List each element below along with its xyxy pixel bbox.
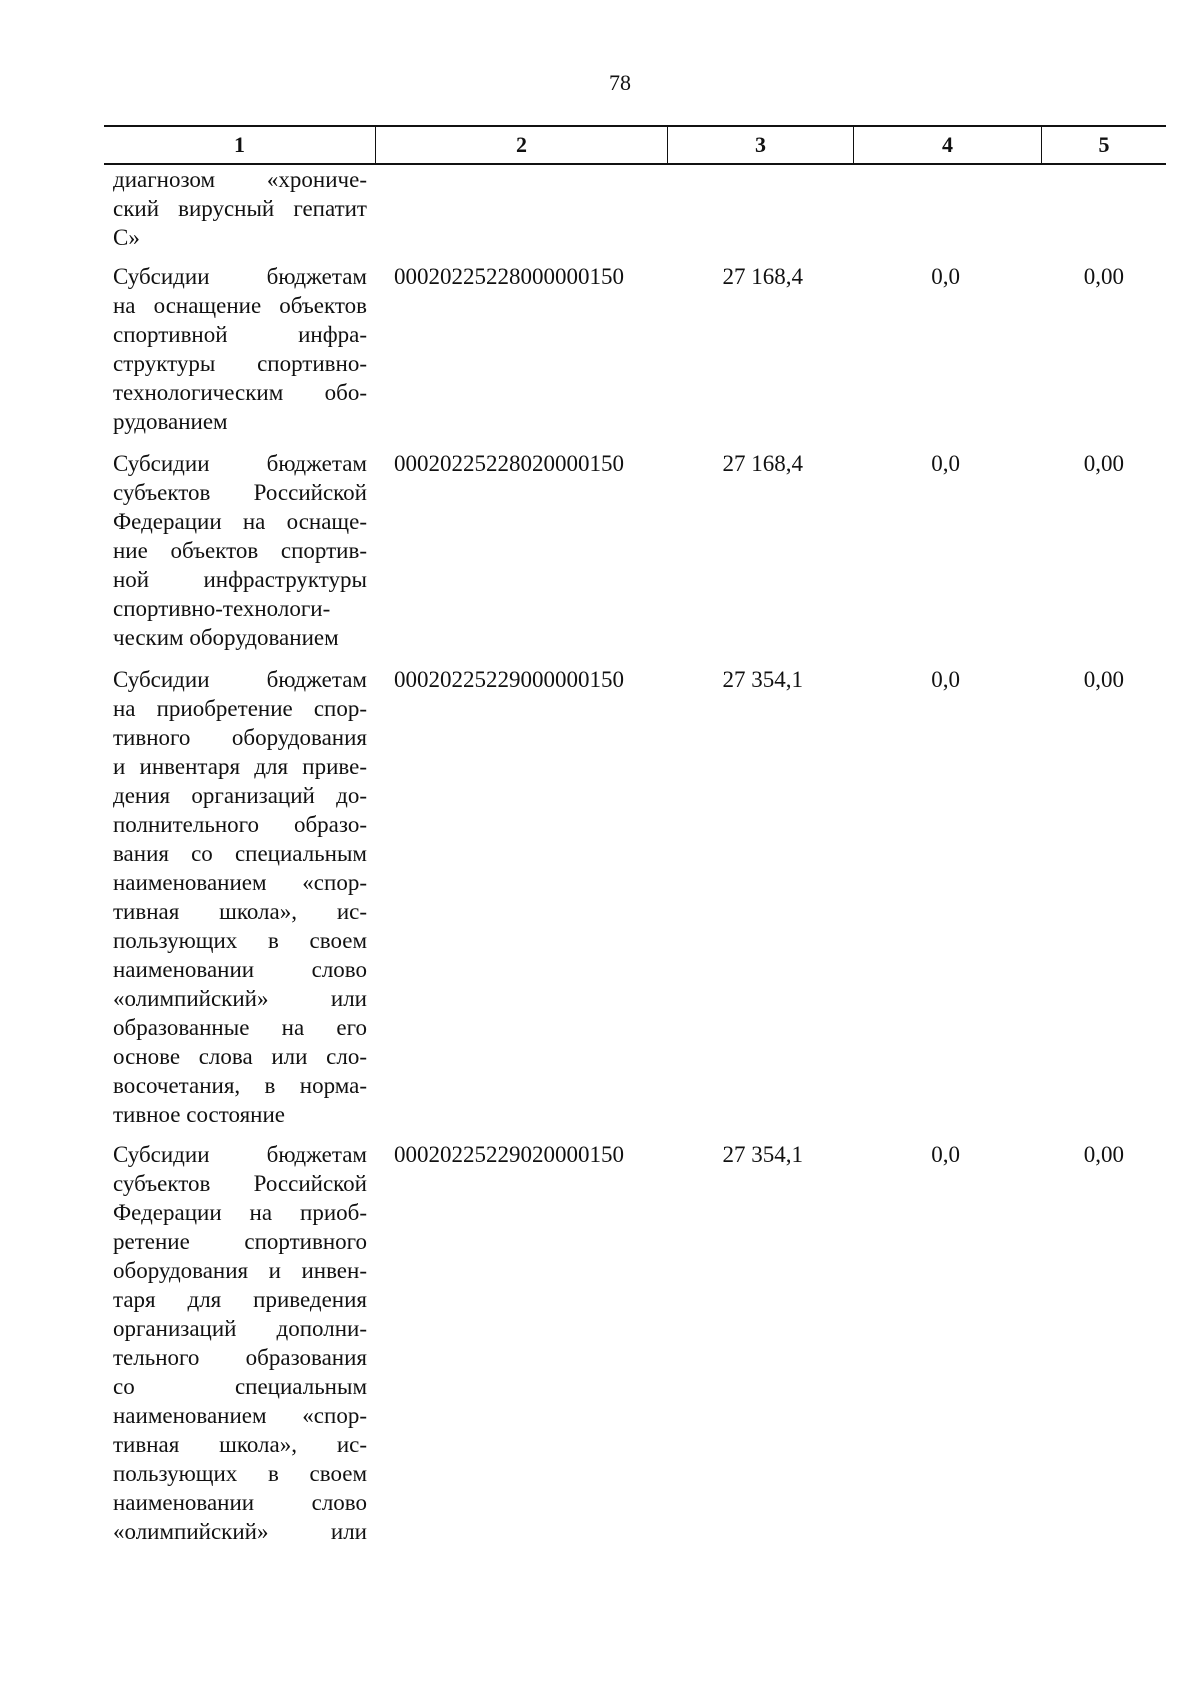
column-header-5: 5 [1098, 132, 1110, 157]
row-col5-value: 0,00 [1083, 1142, 1124, 1167]
name-line: оборудования и инвен- [113, 1258, 367, 1283]
row-name-cell [113, 262, 367, 436]
name-line: тивного оборудования [113, 725, 367, 750]
row-col4-value: 0,0 [931, 667, 960, 692]
name-line: тивное состояние [113, 1102, 285, 1127]
name-line: наименованием «спор- [113, 1403, 367, 1428]
row-col5-value: 0,00 [1083, 451, 1124, 476]
name-line: на приобретение спор- [113, 696, 367, 721]
name-line: Федерации на оснаще- [113, 509, 367, 534]
row-col5-value: 0,00 [1083, 264, 1124, 289]
name-line: рудованием [113, 409, 228, 434]
row-code-cell: 00020225228000000150 [394, 264, 624, 289]
name-line: ной инфраструктуры [113, 567, 367, 592]
name-line: вания со специальным [113, 841, 367, 866]
name-line: пользующих в своем [113, 928, 367, 953]
name-line: ретение спортивного [113, 1229, 367, 1254]
name-line: таря для приведения [113, 1287, 367, 1312]
name-line: наименовании слово [113, 1490, 367, 1515]
name-line: ский вирусный гепатит [113, 196, 367, 221]
page-number: 78 [609, 70, 631, 95]
name-line: «олимпийский» или [113, 986, 367, 1011]
column-header-3: 3 [668, 127, 854, 163]
column-header-2: 2 [376, 127, 668, 163]
name-line: субъектов Российской [113, 1171, 367, 1196]
table-header [104, 125, 1166, 165]
row-col5-value: 0,00 [1083, 667, 1124, 692]
name-line: наименовании слово [113, 957, 367, 982]
name-line: Субсидии бюджетам [113, 264, 367, 289]
name-line: восочетания, в норма- [113, 1073, 367, 1098]
row-name-cell [113, 449, 367, 652]
name-line: на оснащение объектов [113, 293, 367, 318]
name-line: Субсидии бюджетам [113, 451, 367, 476]
name-line: ческим оборудованием [113, 625, 339, 650]
name-line: пользующих в своем [113, 1461, 367, 1486]
name-line: полнительного образо- [113, 812, 367, 837]
name-line: ние объектов спортив- [113, 538, 367, 563]
row-col3-value: 27 354,1 [722, 667, 803, 692]
row-col3-value: 27 168,4 [722, 451, 803, 476]
name-line: технологическим обо- [113, 380, 367, 405]
row-name-cell [113, 165, 367, 252]
name-line: С» [113, 225, 140, 250]
name-line: диагнозом «хрониче- [113, 167, 367, 192]
name-line: спортивной инфра- [113, 322, 367, 347]
row-col4-value: 0,0 [931, 1142, 960, 1167]
name-line: тивная школа», ис- [113, 1432, 367, 1457]
name-line: спортивно-технологи- [113, 596, 331, 621]
name-line: Федерации на приоб- [113, 1200, 367, 1225]
name-line: субъектов Российской [113, 480, 367, 505]
row-code-cell: 00020225229000000150 [394, 667, 624, 692]
name-line: тивная школа», ис- [113, 899, 367, 924]
name-line: «олимпийский» или [113, 1519, 367, 1544]
name-line: структуры спортивно- [113, 351, 367, 376]
row-col3-value: 27 168,4 [722, 264, 803, 289]
row-name-cell [113, 1140, 367, 1546]
column-header-4: 4 [854, 127, 1042, 163]
name-line: и инвентаря для приве- [113, 754, 367, 779]
name-line: основе слова или сло- [113, 1044, 367, 1069]
name-line: со специальным [113, 1374, 367, 1399]
row-name-cell [113, 665, 367, 1129]
row-code-cell: 00020225228020000150 [394, 451, 624, 476]
column-header-1: 1 [104, 127, 376, 163]
name-line: организаций дополни- [113, 1316, 367, 1341]
row-col4-value: 0,0 [931, 264, 960, 289]
name-line: наименованием «спор- [113, 870, 367, 895]
name-line: Субсидии бюджетам [113, 667, 367, 692]
row-col3-value: 27 354,1 [722, 1142, 803, 1167]
name-line: Субсидии бюджетам [113, 1142, 367, 1167]
row-col4-value: 0,0 [931, 451, 960, 476]
row-code-cell: 00020225229020000150 [394, 1142, 624, 1167]
name-line: образованные на его [113, 1015, 367, 1040]
name-line: тельного образования [113, 1345, 367, 1370]
name-line: дения организаций до- [113, 783, 367, 808]
